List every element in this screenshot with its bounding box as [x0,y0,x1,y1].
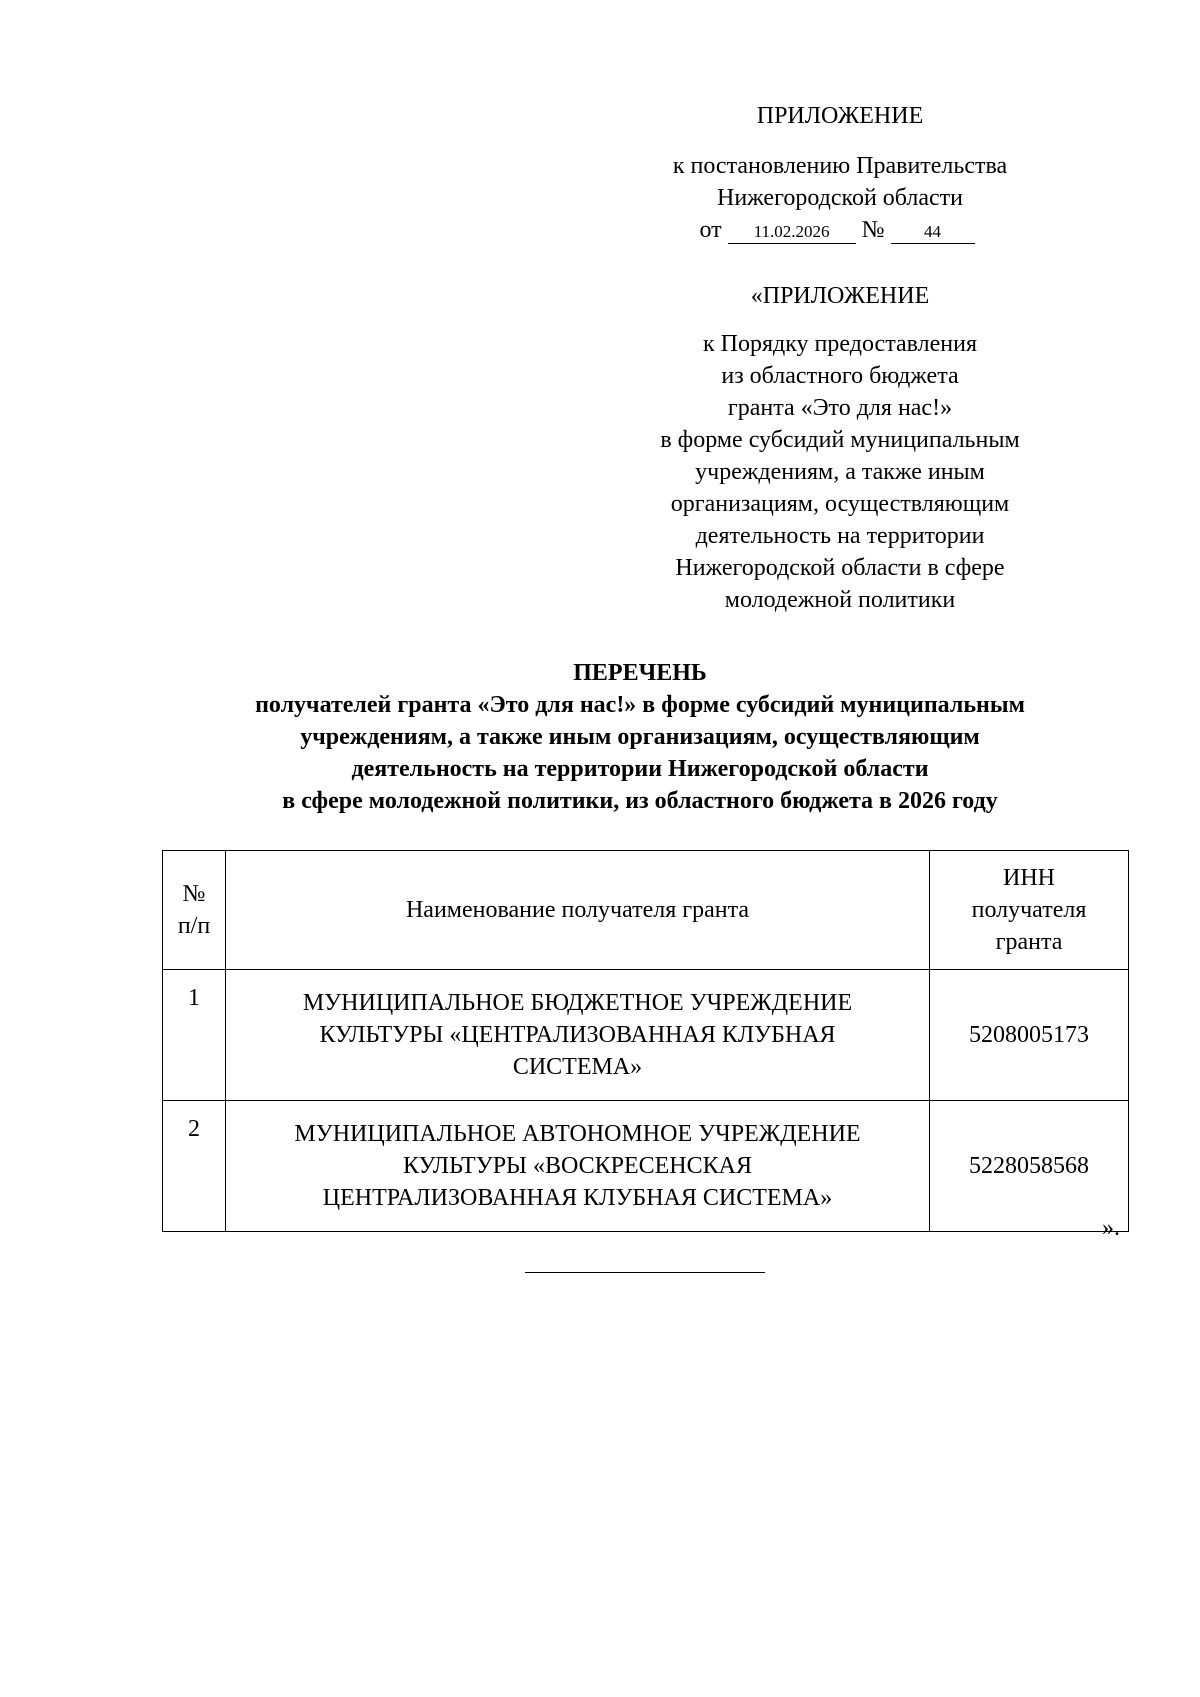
appendix-title: ПРИЛОЖЕНИЕ [756,103,924,129]
decree-reference [699,214,980,246]
list-title-line: учреждениям, а также иным организациям, осуществляющим [300,724,980,750]
recipient-name: МУНИЦИПАЛЬНОЕ БЮДЖЕТНОЕ УЧРЕЖДЕНИЕ КУЛЬТУРЫ «ЦЕНТРАЛИЗОВАННАЯ КЛУБНАЯ СИСТЕМА» [226,970,930,1101]
list-heading: ПЕРЕЧЕНЬ [573,660,707,686]
order-appendix-title: «ПРИЛОЖЕНИЕ [750,283,930,309]
list-title-line: в сфере молодежной политики, из областного бюджета в 2026 году [282,788,998,814]
recipient-inn: 5208005173 [930,970,1129,1101]
table-row [163,970,1129,1101]
order-appendix-line: Нижегородской области в сфере [675,555,1005,581]
order-appendix-line: деятельность на территории [695,523,985,549]
appendix-line: к постановлению Правительства [672,153,1008,179]
header-num: № п/п [163,851,226,970]
order-appendix-line: молодежной политики [724,587,956,613]
end-divider [525,1272,765,1273]
appendix-block [600,100,1080,246]
row-num: 2 [163,1101,226,1232]
recipient-name: МУНИЦИПАЛЬНОЕ АВТОНОМНОЕ УЧРЕЖДЕНИЕ КУЛЬТУРЫ «ВОСКРЕСЕНСКАЯ ЦЕНТРАЛИЗОВАННАЯ КЛУБНАЯ СИСТЕМА» [226,1101,930,1232]
order-appendix-line: организациям, осуществляющим [670,491,1010,517]
decree-date: 11.02.2026 [728,221,856,244]
order-appendix-line: учреждениям, а также иным [695,459,985,485]
list-title-line: деятельность на территории Нижегородской области [351,756,929,782]
table-row [163,1101,1129,1232]
order-appendix-line: из областного бюджета [721,363,959,389]
recipient-inn: 5228058568 [930,1101,1129,1232]
order-appendix-line: к Порядку предоставления [702,331,977,357]
list-title-line: получателей гранта «Это для нас!» в форме субсидий муниципальным [255,692,1025,718]
list-title [150,657,1130,817]
appendix-line: Нижегородской области [716,185,964,211]
order-appendix-line: в форме субсидий муниципальным [660,427,1020,453]
number-sign: № [861,217,885,243]
closing-quote-mark: ». [1102,1215,1120,1241]
recipients-table [162,850,1129,1232]
table-header-row [163,851,1129,970]
order-appendix-block [600,280,1080,616]
row-num: 1 [163,970,226,1101]
header-inn: ИНН получателя гранта [930,851,1129,970]
decree-number: 44 [891,221,975,244]
date-prefix: от [699,217,722,243]
order-appendix-line: гранта «Это для нас!» [727,395,953,421]
header-name: Наименование получателя гранта [226,851,930,970]
